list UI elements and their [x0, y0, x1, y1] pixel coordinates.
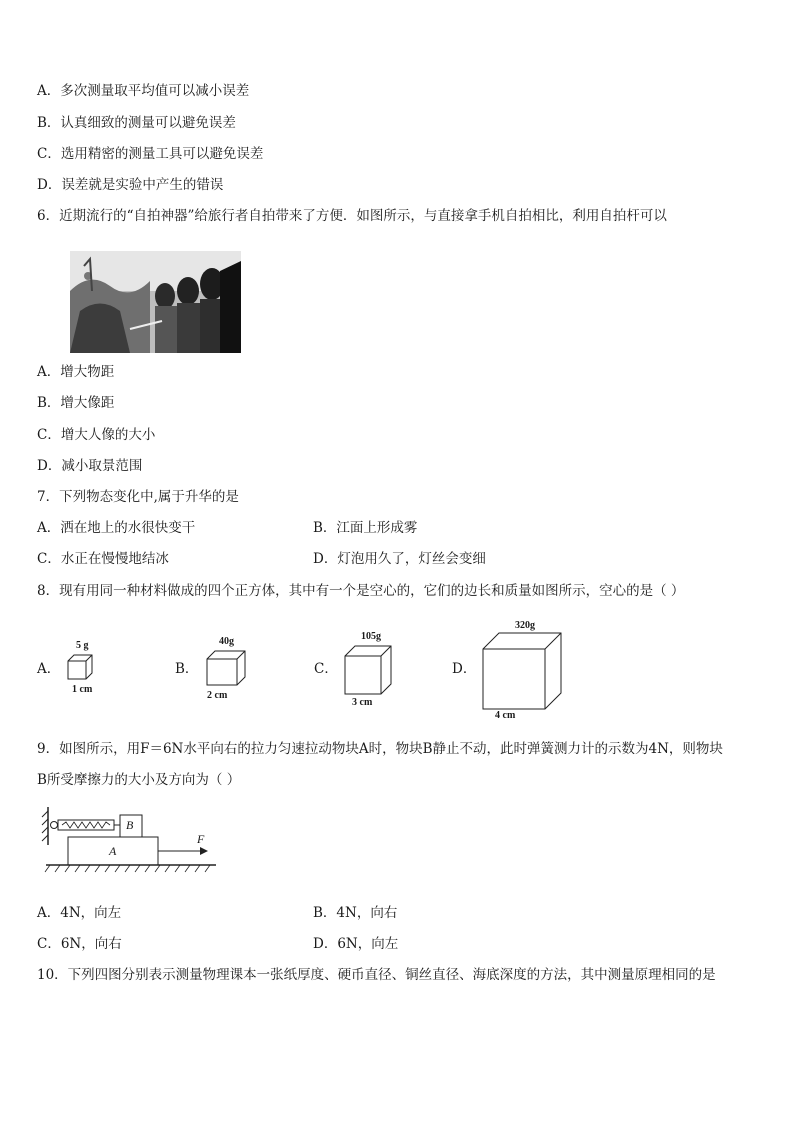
- q8-cube-b-mass: 40g: [219, 636, 234, 647]
- q7-stem: 7．下列物态变化中,属于升华的是: [37, 489, 239, 505]
- q8-cube-a-mass: 5 g: [76, 640, 89, 651]
- q6-stem: 6．近期流行的“自拍神器”给旅行者自拍带来了方便．如图所示，与直接拿手机自拍相比，利用自拍杆可以: [37, 208, 667, 224]
- q6-option-b: B．增大像距: [37, 395, 115, 411]
- q8-cube-a-figure: [66, 653, 94, 685]
- q8-cube-b-side: 2 cm: [207, 690, 228, 701]
- q5-option-d: D．误差就是实验中产生的错误: [37, 177, 224, 193]
- q9-label-a: A: [109, 844, 117, 858]
- q5-option-a: A．多次测量取平均值可以减小误差: [37, 83, 250, 99]
- q9-stem-line2: B所受摩擦力的大小及方向为（ ）: [37, 772, 241, 788]
- q8-cube-c-side: 3 cm: [352, 697, 373, 708]
- q9-stem-line1: 9．如图所示，用F＝6N水平向右的拉力匀速拉动物块A时，物块B静止不动，此时弹簧测力计的示数为4N，则物块: [37, 741, 723, 757]
- q9-option-c: C．6N，向右: [37, 936, 122, 952]
- q5-option-c: C．选用精密的测量工具可以避免误差: [37, 146, 264, 162]
- q8-cube-d-mass: 320g: [515, 620, 535, 631]
- q7-option-c: C．水正在慢慢地结冰: [37, 551, 169, 567]
- q6-option-c: C．增大人像的大小: [37, 427, 156, 443]
- q7-option-b: B．江面上形成雾: [313, 520, 418, 536]
- q9-option-d: D．6N，向左: [313, 936, 399, 952]
- q9-spring-figure: [40, 805, 220, 887]
- q9-label-b: B: [126, 818, 134, 832]
- q9-option-a: A．4N，向左: [37, 905, 122, 921]
- selfie-photo: [70, 251, 241, 353]
- q8-cube-a-side: 1 cm: [72, 684, 93, 695]
- q9-option-b: B．4N，向右: [313, 905, 398, 921]
- q8-cube-c-letter: C．: [314, 661, 338, 677]
- q8-cube-b-figure: [205, 649, 247, 691]
- q6-option-a: A．增大物距: [37, 364, 115, 380]
- q5-option-b: B．认真细致的测量可以避免误差: [37, 115, 236, 131]
- q10-stem: 10．下列四图分别表示测量物理课本一张纸厚度、硬币直径、铜丝直径、海底深度的方法，其中测量原理相同的是: [37, 967, 716, 983]
- q7-option-d: D．灯泡用久了，灯丝会变细: [313, 551, 486, 567]
- q8-cube-d-side: 4 cm: [495, 710, 516, 721]
- q8-cube-a-letter: A．: [37, 661, 61, 677]
- q8-cube-d-figure: [481, 631, 563, 715]
- q8-cube-d-letter: D．: [452, 661, 477, 677]
- q8-cube-b-letter: B．: [175, 661, 199, 677]
- q8-stem: 8．现有用同一种材料做成的四个正方体，其中有一个是空心的，它们的边长和质量如图所示，空心的是（ ）: [37, 583, 685, 599]
- q9-label-f: F: [197, 832, 205, 846]
- q8-cube-c-figure: [343, 644, 393, 700]
- q7-option-a: A．洒在地上的水很快变干: [37, 520, 196, 536]
- q8-cube-c-mass: 105g: [361, 631, 381, 642]
- q6-option-d: D．减小取景范围: [37, 458, 143, 474]
